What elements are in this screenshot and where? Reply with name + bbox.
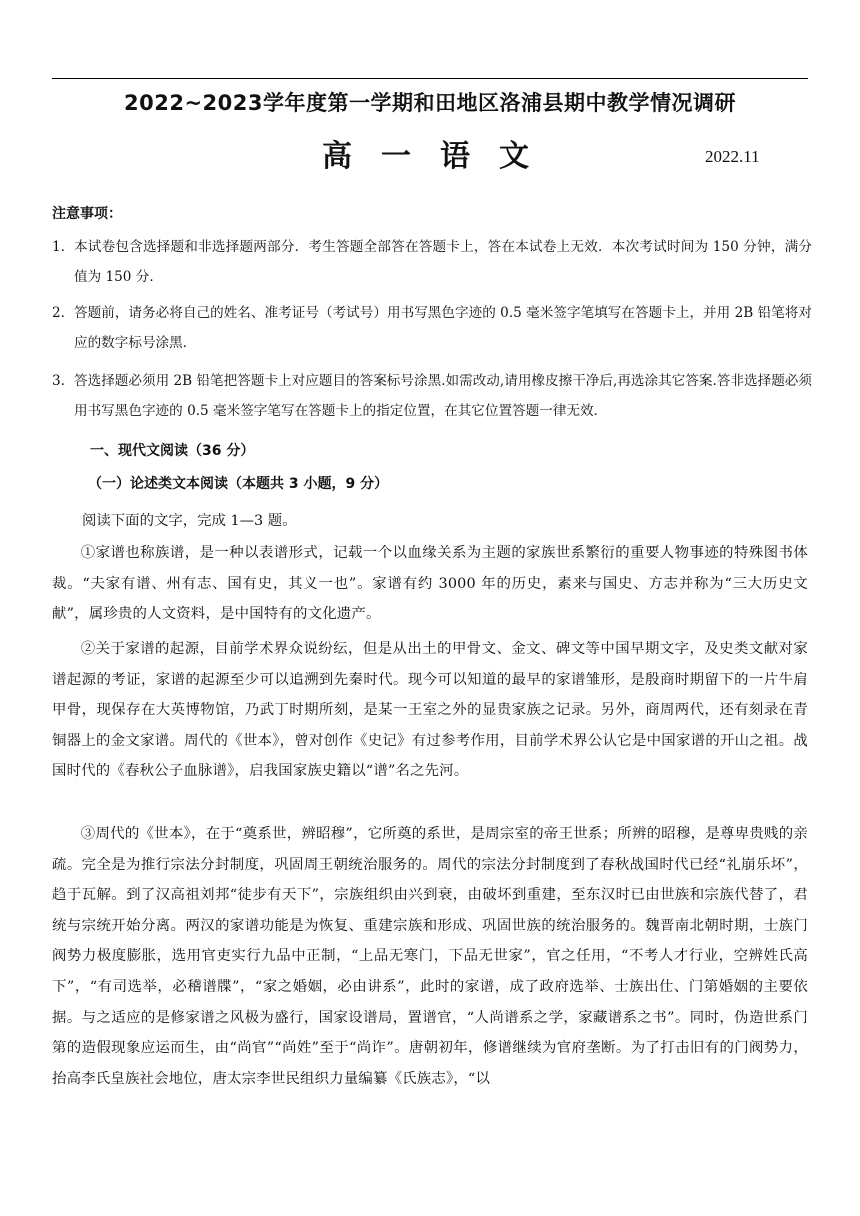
passage-paragraph-1: ①家谱也称族谱，是一种以表谱形式，记载一个以血缘关系为主题的家族世系繁衍的重要人物事迹的特殊图书体裁。“夫家有谱、州有志、国有史，其义一也”。家谱有约 3000 年的历史，素来与国史、方志并称为“三大历史文献”，属珍贵的人文资料，是中国特有的文化遗产。 <box>52 545 808 623</box>
reading-instruction: 阅读下面的文字，完成 1—3 题。 <box>82 513 297 529</box>
notice-item <box>52 366 812 426</box>
section-title: 一、现代文阅读（36 分） <box>90 443 255 459</box>
exam-date: 2022.11 <box>705 147 760 166</box>
notice-item-text: 本试卷包含选择题和非选择题两部分．考生答题全部答在答题卡上，答在本试卷上无效．本次考试时间为 150 分钟，满分值为 150 分． <box>74 239 812 285</box>
notice-item-text: 答题前，请务必将自己的姓名、准考证号（考试号）用书写黑色字迹的 0.5 毫米签字笔填写在答题卡上，并用 2B 铅笔将对应的数字标号涂黑． <box>74 305 812 351</box>
notice-item <box>52 232 812 292</box>
subsection-title: （一）论述类文本阅读（本题共 3 小题，9 分） <box>88 476 389 492</box>
notice-item-number: 2. <box>52 305 65 321</box>
notice-item-number: 3. <box>52 373 65 389</box>
passage-paragraph-2: ②关于家谱的起源，目前学术界众说纷纭，但是从出土的甲骨文、金文、碑文等中国早期文字，及史类文献对家谱起源的考证，家谱的起源至少可以追溯到先秦时代。现今可以知道的最早的家谱雏形，是殷商时期留下的一片牛肩甲骨，现保存在大英博物馆，乃武丁时期所刻，是某一王室之外的显贵家族之记录。另外，商周两代，还有刻录在青铜器上的金文家谱。周代的《世本》，曾对创作《史记》有过参考作用，目前学术界公认它是中国家谱的开山之祖。战国时代的《春秋公子血脉谱》，启我国家族史籍以“谱”名之先河。 <box>52 641 808 780</box>
notice-heading: 注意事项： <box>52 206 122 222</box>
notice-item <box>52 298 812 358</box>
passage-paragraph-3: ③周代的《世本》，在于“奠系世，辨昭穆”，它所奠的系世，是周宗室的帝王世系；所辨的昭穆，是尊卑贵贱的亲疏。完全是为推行宗法分封制度，巩固周王朝统治服务的。周代的宗法分封制度到了春秋战国时代已经“礼崩乐坏”，趋于瓦解。到了汉高祖刘邦“徒步有天下”，宗族组织由兴到衰，由破坏到重建，至东汉时已由世族和宗族代替了，君统与宗统开始分离。两汉的家谱功能是为恢复、重建宗族和形成、巩固世族的统治服务的。魏晋南北朝时期，士族门阀势力极度膨胀，选用官吏实行九品中正制，“上品无寒门，下品无世家”，官之任用，“不考人才行业，空辨姓氏高下”，“有司选举，必稽谱牒”，“家之婚姻，必由讲系”，此时的家谱，成了政府选举、士族出仕、门第婚姻的主要依据。与之适应的是修家谱之风极为盛行，国家设谱局，置谱官，“人尚谱系之学，家藏谱系之书”。同时，伪造世系门第的造假现象应运而生，由“尚官”“尚姓”至于“尚诈”。唐朝初年，修谱继续为官府垄断。为了打击旧有的门阀势力，抬高李氏皇族社会地位，唐太宗李世民组织力量编纂《氏族志》，“以 <box>52 826 808 1087</box>
header-rule <box>52 78 808 79</box>
subject-title: 高一语文 <box>322 139 558 174</box>
notice-item-number: 1. <box>52 239 65 255</box>
exam-title: 2022~2023学年度第一学期和田地区洛浦县期中教学情况调研 <box>124 91 736 115</box>
notice-item-text: 答选择题必须用 2B 铅笔把答题卡上对应题目的答案标号涂黑.如需改动,请用橡皮擦干净后,再选涂其它答案.答非选择题必须用书写黑色字迹的 0.5 毫米签字笔写在答题卡上的指定位置，在其它位置答题一律无效． <box>74 373 812 419</box>
